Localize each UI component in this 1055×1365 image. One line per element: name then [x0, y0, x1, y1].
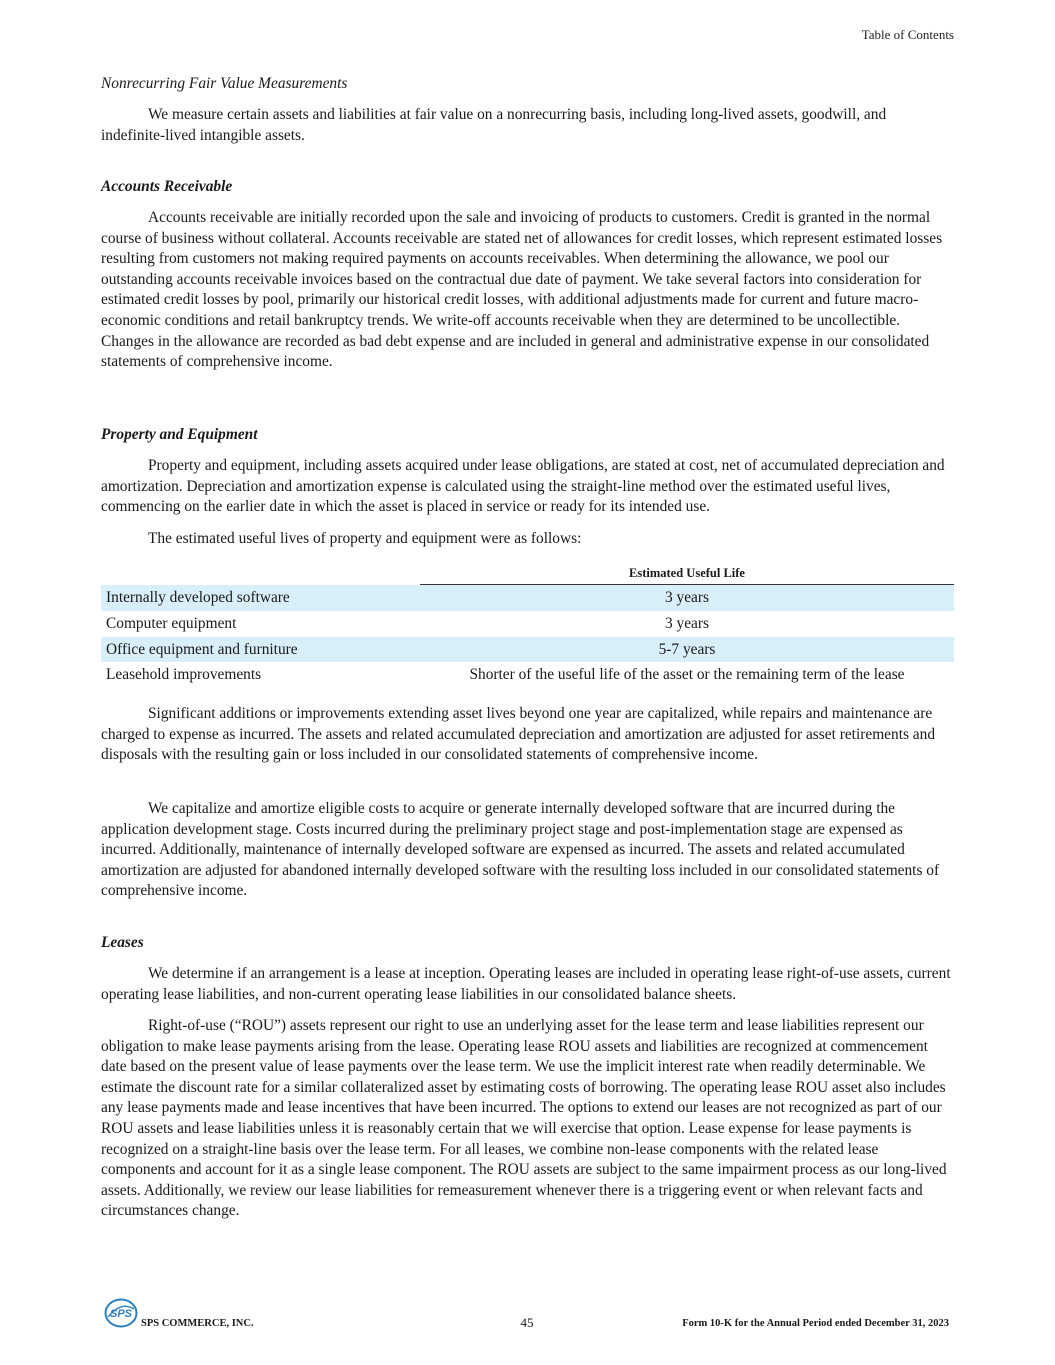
table-cell-category: Computer equipment	[106, 614, 237, 632]
heading-leases: Leases	[101, 934, 144, 951]
table-cell-life: Shorter of the useful life of the asset or the remaining term of the lease	[469, 666, 905, 684]
table-row	[101, 585, 954, 611]
table-cell-life: 3 years	[664, 614, 709, 632]
table-header-estimated-useful-life: Estimated Useful Life	[420, 563, 954, 585]
table-cell-life: 3 years	[664, 589, 709, 606]
paragraph-leases-2: Right-of-use (“ROU”) assets represent our right to use an underlying asset for the lease term and lease liabilities represent our obligation to make lease payments arising from the lease. Operating lease ROU assets and liabilities are recognized at commencement date based on the present value of lease payments over the lease term. We use the implicit interest rate when readily determinable. We estimate the discount rate for a similar collateralized asset by estimating costs of borrowing. The operating lease ROU asset also includes any lease payments made and lease incentives that have been incurred. The options to extend our leases are not recognized as part of our ROU assets and lease liabilities unless it is reasonably certain that we will exercise that option. Lease expense for lease payments is recognized on a straight-line basis over the lease term. For all leases, we combine non-lease components with the related lease components and account for it as a single lease component. The ROU assets are subject to the same impairment process as our long-lived assets. Additionally, we review our lease liabilities for remeasurement whenever there is a triggering event or when relevant facts and circumstances change.	[101, 1017, 947, 1220]
footer-form-title: Form 10-K for the Annual Period ended December 31, 2023	[682, 1318, 949, 1329]
document-page	[101, 0, 954, 1365]
table-cell-life: 5-7 years	[658, 640, 716, 658]
sps-commerce-logo-icon	[103, 1297, 139, 1329]
paragraph-accounts-receivable: Accounts receivable are initially recorded upon the sale and invoicing of products to customers. Credit is granted in the normal course of business without collateral. Accounts receivable are stated net of allowances for credit losses, which represent estimated losses resulting from customers not making required payments on accounts receivables. When determining the allowance, we pool our outstanding accounts receivable invoices based on the contractual due date of payment. We take several factors into consideration for estimated credit losses by pool, primarily our historical credit losses, with additional adjustments made for current and future macro-economic conditions and retail bankruptcy trends. We write-off accounts receivable when they are determined to be uncollectible. Changes in the allowance are recorded as bad debt expense and are included in general and administrative expense in our consolidated statements of comprehensive income.	[101, 209, 943, 371]
heading-property-equipment: Property and Equipment	[101, 426, 258, 443]
table-cell-category: Internally developed software	[106, 589, 290, 606]
paragraph-property-2: The estimated useful lives of property and equipment were as follows:	[148, 530, 582, 547]
useful-lives-table	[101, 563, 954, 688]
paragraph-leases-1: We determine if an arrangement is a lease at inception. Operating leases are included in operating lease right-of-use assets, current operating lease liabilities, and non-current operating lease liabilities in our consolidated balance sheets.	[101, 965, 951, 1003]
paragraph-property-4: We capitalize and amortize eligible costs to acquire or generate internally developed software that are incurred during the application development stage. Costs incurred during the preliminary project stage and post-implementation stage are expensed as incurred. Additionally, maintenance of internally developed software are expensed as incurred. The assets and related accumulated amortization are adjusted for abandoned internally developed software with the resulting loss included in our consolidated statements of comprehensive income.	[101, 800, 940, 900]
table-cell-category: Office equipment and furniture	[106, 640, 298, 658]
paragraph-property-3: Significant additions or improvements extending asset lives beyond one year are capitalized, while repairs and maintenance are charged to expense as incurred. The assets and related accumulated depreciation and amortization are adjusted for asset retirements and disposals with the resulting gain or loss included in our consolidated statements of comprehensive income.	[101, 705, 936, 764]
paragraph-property-1: Property and equipment, including assets acquired under lease obligations, are stated at cost, net of accumulated depreciation and amortization. Depreciation and amortization expense is calculated using the straight-line method over the estimated useful lives, commencing on the earlier date in which the asset is placed in service or ready for its intended use.	[101, 457, 945, 516]
footer-page-number: 45	[520, 1315, 534, 1330]
table-cell-category: Leasehold improvements	[106, 666, 262, 684]
logo-text: SPS	[109, 1308, 133, 1320]
paragraph-nonrecurring: We measure certain assets and liabilities at fair value on a nonrecurring basis, including long-lived assets, goodwill, and indefinite-lived intangible assets.	[101, 106, 887, 144]
table-row	[101, 637, 954, 663]
table-row	[101, 662, 954, 688]
table-of-contents-link[interactable]: Table of Contents	[861, 27, 954, 42]
heading-accounts-receivable: Accounts Receivable	[101, 178, 233, 195]
table-row	[101, 611, 954, 637]
heading-nonrecurring-fair-value: Nonrecurring Fair Value Measurements	[101, 75, 348, 92]
footer-company-name: SPS COMMERCE, INC.	[141, 1318, 254, 1329]
